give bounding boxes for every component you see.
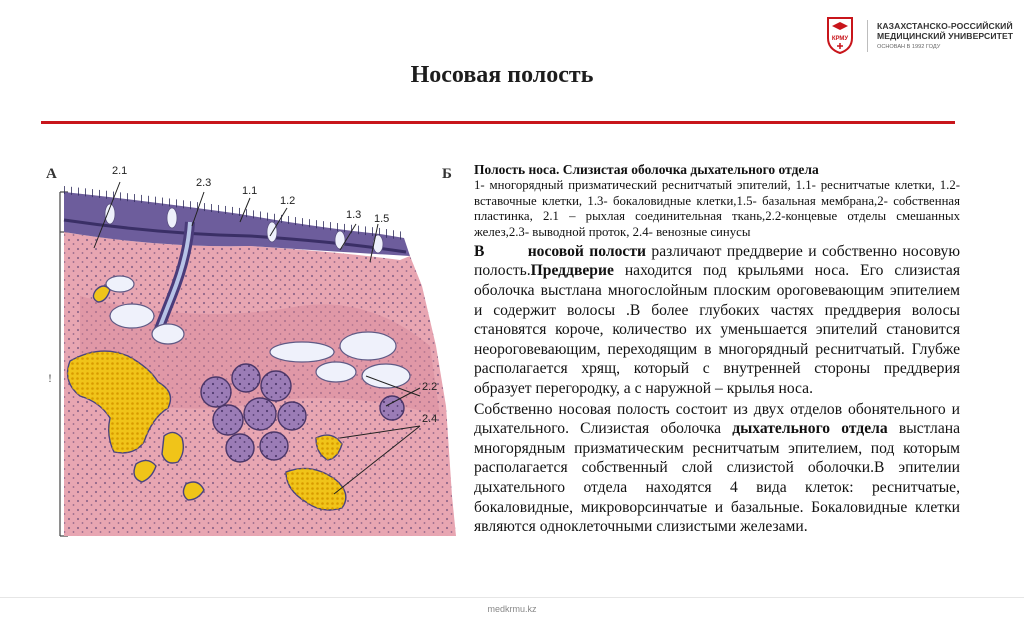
university-shield-icon	[825, 16, 855, 54]
logo-name-line1: КАЗАХСТАНСКО-РОССИЙСКИЙ	[877, 21, 1013, 31]
label-2-1: 2.1	[112, 165, 128, 177]
label-2-2: 2.2	[422, 381, 438, 393]
label-1-2: 1.2	[280, 195, 296, 207]
footer-divider	[0, 597, 1024, 598]
panel-letter-a: А	[46, 166, 57, 182]
panel-letter-b: Б	[442, 166, 452, 182]
university-logo	[825, 16, 1015, 56]
para1-text-a: различают преддверие и собственно носовую полость.	[474, 242, 960, 280]
figure-caption-title: Полость носа. Слизистая оболочка дыхательного отдела	[474, 162, 819, 177]
logo-badge-text: КРМУ	[831, 36, 849, 42]
para1-lead: В	[474, 242, 485, 260]
para2-term-respiratory: дыхательного отдела	[732, 420, 888, 438]
label-1-5: 1.5	[374, 213, 390, 225]
label-2-3: 2.3	[196, 177, 212, 189]
slide-title: Носовая полость	[410, 62, 594, 88]
label-2-4: 2.4	[422, 413, 438, 425]
side-mark: !	[48, 371, 52, 385]
para1-text-b: находится под крыльями носа. Его слизистая оболочка выстлана многослойным плоским ороговевающим эпителием и содержит волосы .В более глубоких частях преддверия волосы становятся короче, количество их уменьшается эпителий становится неороговевающим, переходящим в многорядный реснитчатый. Глубже располагается хрящ, который с внутренней стороны преддверия образует перегородку, а с наружной – крылья носа.	[474, 262, 960, 397]
paragraph-respiratory	[474, 400, 960, 537]
label-1-3: 1.3	[346, 209, 362, 221]
logo-founded: ОСНОВАН В 1992 ГОДУ	[877, 44, 941, 50]
text-content	[474, 162, 960, 537]
para2-text-b: выстлана многорядным призматическим реснитчатым эпителием, под которым располагается собственный слой слизистой оболочки.В эпителии дыхательного отдела находятся 4 вида клеток: реснитчатые, бокаловидные, микроворсинчатые и базальные. Бокаловидные клетки являются одноклеточными слизистыми железами.	[474, 420, 961, 536]
para1-term-vestibule: Преддверие	[530, 262, 614, 280]
logo-name-line2: МЕДИЦИНСКИЙ УНИВЕРСИТЕТ	[877, 31, 1014, 41]
label-1-1: 1.1	[242, 185, 258, 197]
para2-text-a: Собственно носовая полость состоит из двух отделов обонятельного и дыхательного. Слизистая оболочка	[474, 400, 960, 438]
logo-separator	[867, 20, 868, 52]
para1-term-nasal-cavity: носовой полости	[527, 242, 646, 260]
histology-figure	[40, 156, 472, 550]
footer-site: medkrmu.kz	[487, 604, 537, 614]
paragraph-vestibule	[474, 242, 960, 399]
figure-caption-body: 1- многорядный призматический реснитчатый эпителий, 1.1- реснитчатые клетки, 1.2- вставочные клетки, 1.3- бокаловидные клетки,1.5- базальная мембрана,2- собственная пластинка, 2.1 – рыхлая соединительная ткань,2.2-концевые отделы смешанных желез,2.3- выводной проток, 2.4- венозные синусы	[474, 178, 960, 240]
title-underline	[41, 121, 955, 124]
